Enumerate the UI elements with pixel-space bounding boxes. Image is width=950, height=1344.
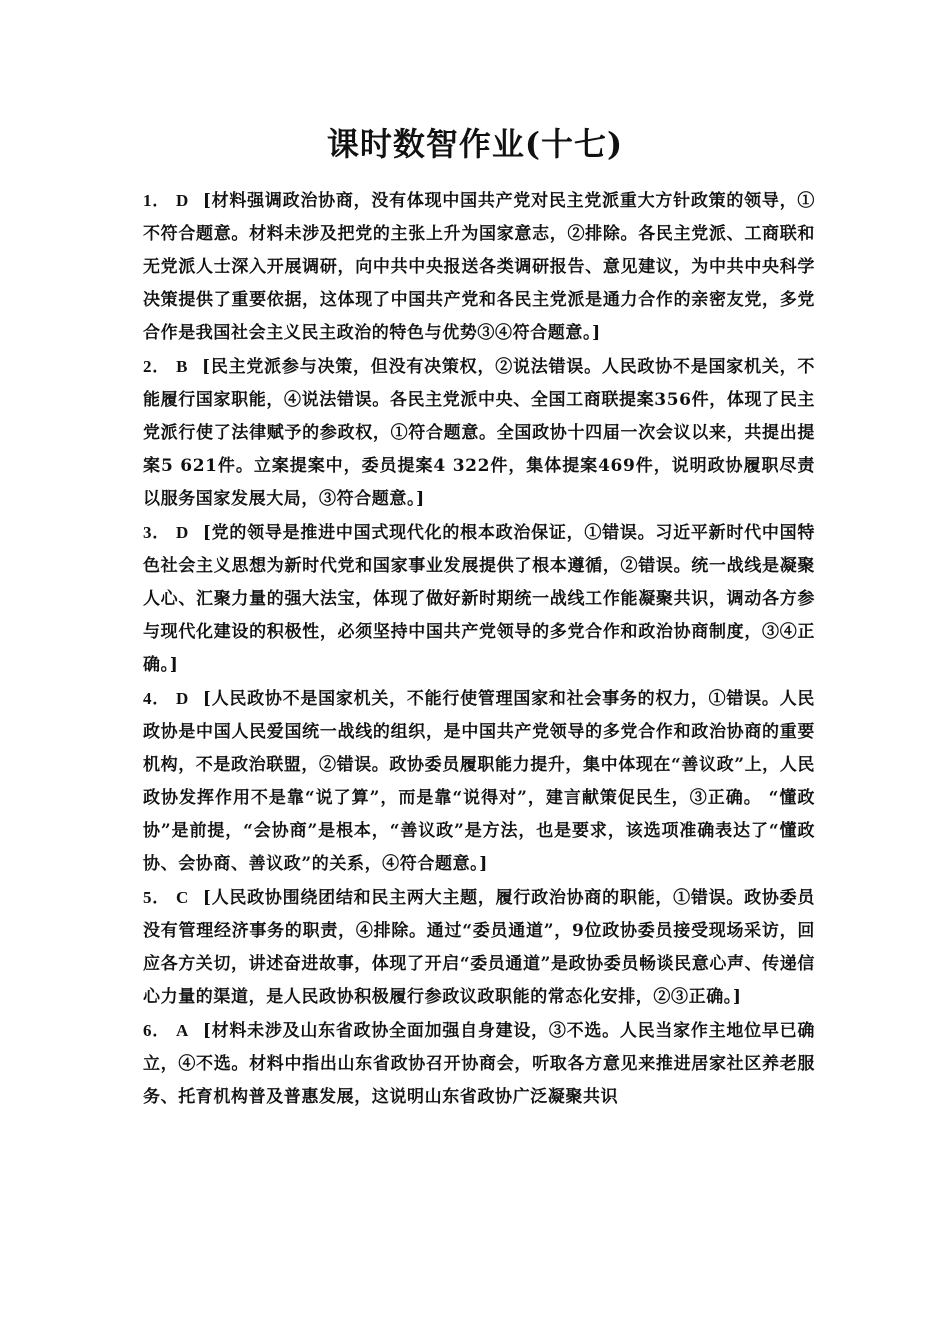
answer-number: 6． bbox=[143, 1021, 170, 1040]
answer-explanation: [民主党派参与决策，但没有决策权，②说法错误。人民政协不是国家机关，不能履行国家职能，④说法错误。各民主党派中央、全国工商联提案356件，体现了民主党派行使了法律赋予的参政权，①符合题意。全国政协十四届一次会议以来，共提出提案5 621件。立案提案中，委员提案4 322件，集体提案469件，说明政协履职尽责以服务国家发展大局，③符合题意。] bbox=[143, 357, 816, 509]
answer-number: 5． bbox=[143, 888, 170, 907]
answer-list bbox=[143, 184, 815, 1114]
answer-option: A bbox=[176, 1021, 189, 1040]
answer-explanation: [材料未涉及山东省政协全面加强自身建设，③不选。人民当家作主地位早已确立，④不选。材料中指出山东省政协召开协商会，听取各方意见来推进居家社区养老服务、托育机构普及普惠发展，这说明山东省政协广泛凝聚共识 bbox=[143, 1021, 815, 1107]
answer-number: 1． bbox=[143, 191, 170, 210]
answer-number: 2． bbox=[143, 357, 171, 376]
answer-explanation: [党的领导是推进中国式现代化的根本政治保证，①错误。习近平新时代中国特色社会主义思想为新时代党和国家事业发展提供了根本遵循，②错误。统一战线是凝聚人心、汇聚力量的强大法宝，体现了做好新时期统一战线工作能凝聚共识，调动各方参与现代化建设的积极性，必须坚持中国共产党领导的多党合作和政治协商制度，③④正确。] bbox=[143, 523, 815, 675]
answer-option: D bbox=[176, 689, 189, 708]
answer-number: 4． bbox=[143, 689, 170, 708]
answer-item-1 bbox=[143, 184, 815, 350]
answer-explanation: [材料强调政治协商，没有体现中国共产党对民主党派重大方针政策的领导，①不符合题意。材料未涉及把党的主张上升为国家意志，②排除。各民主党派、工商联和无党派人士深入开展调研，向中共中央报送各类调研报告、意见建议，为中共中央科学决策提供了重要依据，这体现了中国共产党和各民主党派是通力合作的亲密友党，多党合作是我国社会主义民主政治的特色与优势③④符合题意。] bbox=[143, 191, 815, 343]
answer-option: D bbox=[176, 523, 189, 542]
answer-option: D bbox=[176, 191, 189, 210]
answer-option: C bbox=[176, 888, 189, 907]
answer-item-3 bbox=[143, 516, 815, 682]
answer-explanation: [人民政协围绕团结和民主两大主题，履行政治协商的职能，①错误。政协委员没有管理经济事务的职责，④排除。通过“委员通道”，9位政协委员接受现场采访，回应各方关切，讲述奋进故事，体现了开启“委员通道”是政协委员畅谈民意心声、传递信心力量的渠道，是人民政协积极履行参政议政职能的常态化安排，②③正确。] bbox=[143, 888, 815, 1007]
answer-item-2 bbox=[143, 350, 815, 516]
answer-item-6 bbox=[143, 1014, 815, 1114]
page-title: 课时数智作业(十七) bbox=[326, 125, 624, 163]
answer-explanation: [人民政协不是国家机关，不能行使管理国家和社会事务的权力，①错误。人民政协是中国人民爱国统一战线的组织，是中国共产党领导的多党合作和政治协商的重要机构，不是政治联盟，②错误。政协委员履职能力提升，集中体现在“善议政”上，人民政协发挥作用不是靠“说了算”，而是靠“说得对”，建言献策促民生，③正确。 “懂政协”是前提，“会协商”是根本，“善议政”是方法，也是要求，该选项准确表达了“懂政协、会协商、善议政”的关系，④符合题意。] bbox=[143, 689, 815, 874]
answer-item-4 bbox=[143, 682, 815, 881]
answer-option: B bbox=[176, 357, 189, 376]
answer-item-5 bbox=[143, 881, 815, 1014]
answer-number: 3． bbox=[143, 523, 170, 542]
